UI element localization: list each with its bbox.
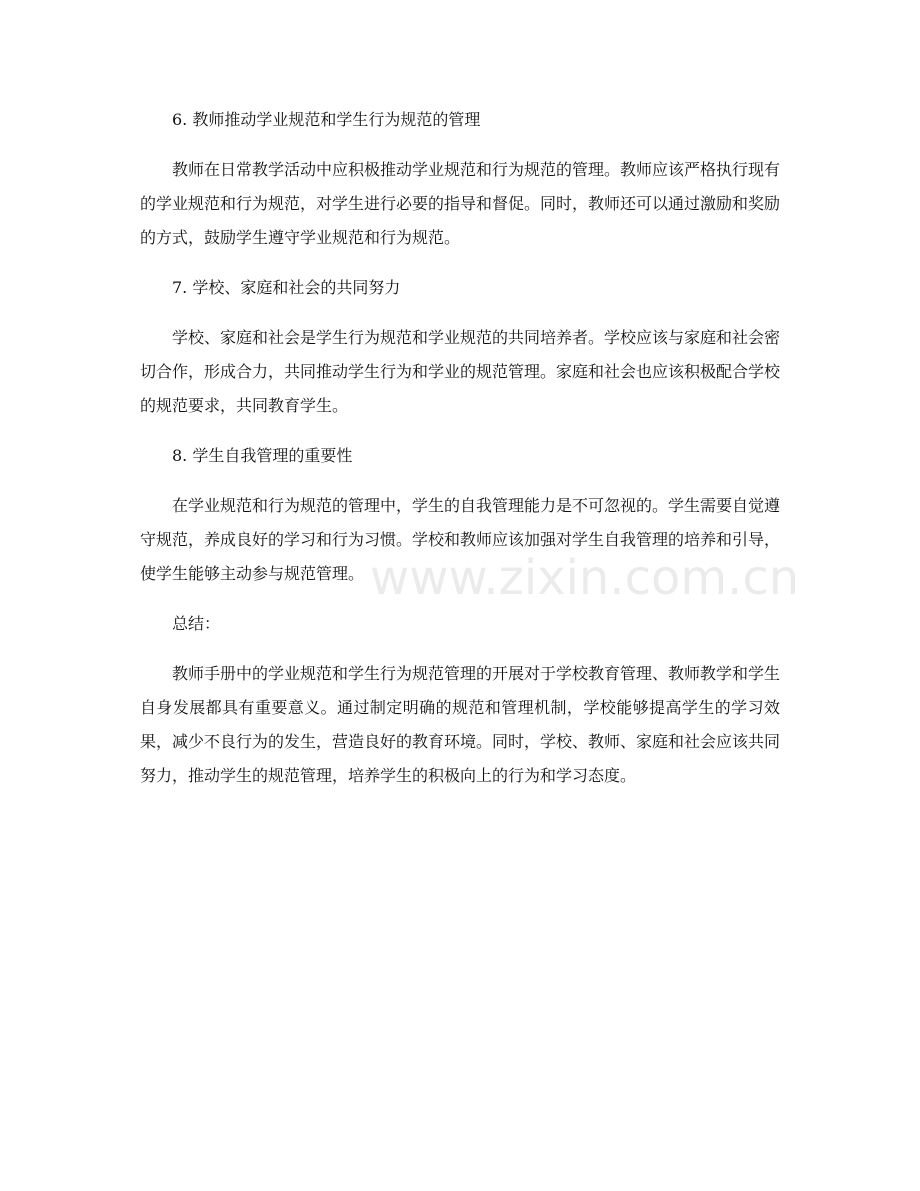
summary-paragraph: 教师手册中的学业规范和学生行为规范管理的开展对于学校教育管理、教师教学和学生自身发展都具有重要意义。通过制定明确的规范和管理机制，学校能够提高学生的学习效果，减少不良行为的发生，营造良好的教育环境。同时，学校、教师、家庭和社会应该共同努力，推动学生的规范管理，培养学生的积极向上的行为和学习态度。 <box>140 664 781 785</box>
section-8-heading: 8. 学生自我管理的重要性 <box>172 446 353 465</box>
section-7-paragraph: 学校、家庭和社会是学生行为规范和学业规范的共同培养者。学校应该与家庭和社会密切合作，形成合力，共同推动学生行为和学业的规范管理。家庭和社会也应该积极配合学校的规范要求，共同教育学生。 <box>140 328 781 415</box>
section-6-heading: 6. 教师推动学业规范和学生行为规范的管理 <box>172 110 481 129</box>
document-body <box>140 103 780 809</box>
section-7-heading: 7. 学校、家庭和社会的共同努力 <box>172 278 401 297</box>
section-6-paragraph: 教师在日常教学活动中应积极推动学业规范和行为规范的管理。教师应该严格执行现有的学业规范和行为规范，对学生进行必要的指导和督促。同时，教师还可以通过激励和奖励的方式，鼓励学生遵守学业规范和行为规范。 <box>140 160 781 247</box>
section-8-paragraph: 在学业规范和行为规范的管理中，学生的自我管理能力是不可忽视的。学生需要自觉遵守规范，养成良好的学习和行为习惯。学校和教师应该加强对学生自我管理的培养和引导，使学生能够主动参与规范管理。 <box>140 496 781 583</box>
summary-heading: 总结： <box>172 614 221 633</box>
watermark: www.zixin.com.cn <box>370 550 800 606</box>
